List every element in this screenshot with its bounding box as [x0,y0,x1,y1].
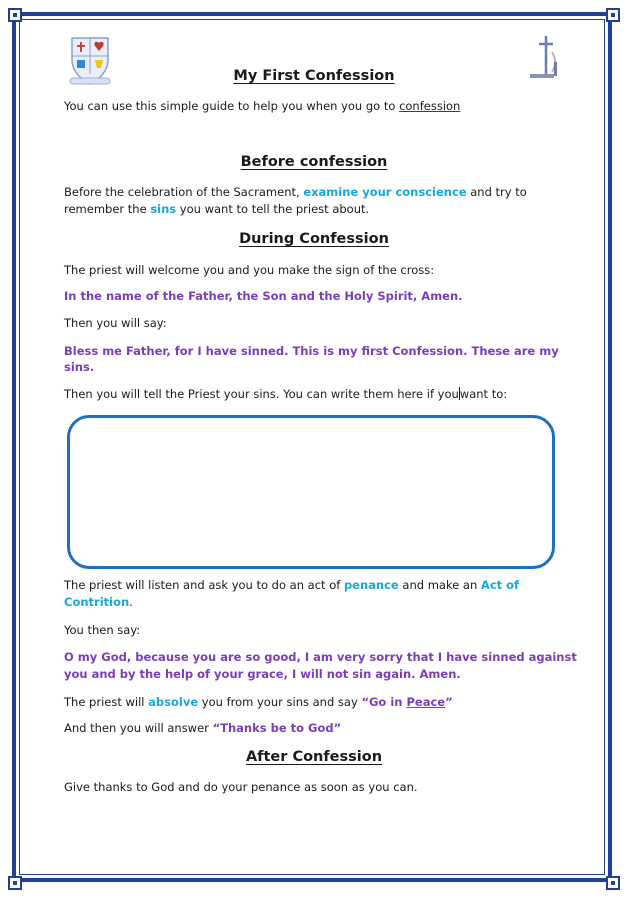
contrition-line-2: you and by the help of your grace, I will not sin again. Amen. [64,667,461,681]
corner-ornament-bottom-left [8,876,22,890]
answer-text: And then you will answer “Thanks be to God” [64,721,342,735]
listen-line-1: The priest will listen and ask you to do an act of penance and make an Act of [64,578,520,592]
absolve-text: The priest will absolve you from your sins and say “Go in Peace” [64,695,453,709]
intro-text: You can use this simple guide to help you when you go to confession [64,99,461,113]
corner-ornament-top-left [8,8,22,22]
heading-after-confession: After Confession [245,749,383,765]
peace-link[interactable]: Peace [406,695,446,709]
before-line-2: remember the sins you want to tell the priest about. [64,202,370,216]
before-line-1: Before the celebration of the Sacrament, examine your conscience and try to [64,185,527,199]
welcome-text: The priest will welcome you and you make the sign of the cross: [64,263,435,277]
heading-before-confession: Before confession [240,154,388,170]
page-title: My First Confession [233,68,395,84]
then-say-text: Then you will say: [64,316,167,330]
corner-ornament-bottom-right [606,876,620,890]
you-then-say-text: You then say: [64,623,141,637]
after-text: Give thanks to God and do your penance as soon as you can. [64,780,418,794]
bless-line-1: Bless me Father, for I have sinned. This is my first Confession. These are my [64,344,559,358]
heading-during-confession: During Confession [239,231,389,247]
sign-of-cross-prayer: In the name of the Father, the Son and the Holy Spirit, Amen. [64,289,463,303]
listen-line-2: Contrition. [64,595,133,609]
contrition-line-1: O my God, because you are so good, I am very sorry that I have sinned against [64,650,577,664]
tell-sins-text: Then you will tell the Priest your sins. You can write them here if youwant to: [64,387,508,401]
bless-line-2: sins. [64,360,95,374]
confession-link[interactable]: confession [399,99,461,113]
sins-writing-box[interactable] [67,415,555,569]
corner-ornament-top-right [606,8,620,22]
